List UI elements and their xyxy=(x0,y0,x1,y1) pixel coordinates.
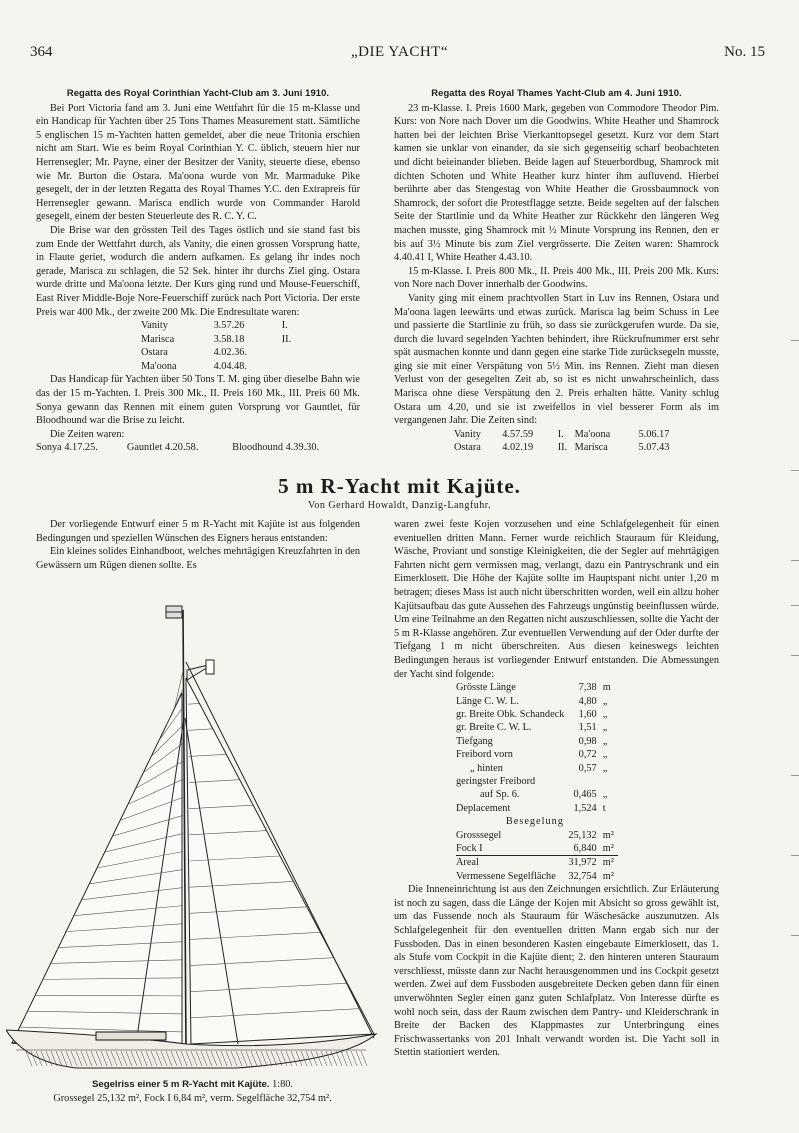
page-number: 364 xyxy=(30,44,53,60)
scan-mark xyxy=(791,605,799,606)
times-intro: Die Zeiten waren: xyxy=(50,428,125,440)
total-row: Vermessene Segelfläche 32,754 m² xyxy=(456,870,614,882)
dimension-row: Freibord vorn 0,72 „ xyxy=(456,749,608,761)
sail-heading: Besegelung xyxy=(505,816,564,828)
dimension-row: Tiefgang 0,98 „ xyxy=(456,735,608,747)
left-report-paragraph: Das Handicap für Yachten über 50 Tons T. M. ging über dieselbe Bahn wie das der 15 m-Yachten. I. Preis 300 Mk., II. Preis 160 Mk., III. Preis 60 Mk. Sonya gewann das Rennen mit einem guten Vorsprung vor Gauntlet, für Bloodhound war die Brise zu leicht. xyxy=(36,374,360,427)
page-header xyxy=(30,44,769,66)
article-title: 5 m R-Yacht mit Kajüte. xyxy=(278,474,521,498)
left-report-title: Regatta des Royal Corinthian Yacht-Club am 3. Juni 1910. xyxy=(66,87,330,98)
figure-caption xyxy=(0,1078,385,1106)
scan-mark xyxy=(791,560,799,561)
caption-title: Segelriss einer 5 m R-Yacht mit Kajüte. xyxy=(91,1079,270,1090)
left-regatta-report xyxy=(36,86,360,455)
article-paragraph: Ein kleines solides Einhandboot, welches mehrtägigen Kreuzfahrten in den Gewässern um Rügen dienen sollte. Es xyxy=(36,546,360,571)
dimension-row: gr. Breite C. W. L. 1,51 „ xyxy=(456,722,608,734)
article-paragraph: Die Inneneinrichtung ist aus den Zeichnungen ersichtlich. Zur Erläuterung ist noch zu sagen, dass die Länge der Kojen mit Absicht so gross gewählt ist, um das Fussende noch als Stauraum für Wäschesäcke auszunutzen. Als Schlafgelegenheit für den eventuellen dritten Mann ergab sich nur der Fussboden. Das in einen besonderen Kasten eingebaute Eimerklosett, das 1. als Stufe vom Cockpit in die Kajüte dient; 2. den hinteren unteren Stauraum verschliesst, müsste dann zur Nacht herausgenommen und ins Cockpit gesetzt werden. Zwei auf dem Fussboden ausgebreitete Decken geben dann für einen unverwöhnten Segler einen ganz guten Schlafplatz. Von Interesse dürfte es wohl noch sein, dass der Raum zwischen dem Pantry- und Kleiderschrank in Breite der Backen des Klappmastes zur Unterbringung eines Frischwassertanks von 201 Inhalt verwandt worden ist. Die Yacht soll in Stettin stationiert werden. xyxy=(394,884,719,1059)
results-row: Ma'oona 4.04.48. xyxy=(141,360,248,372)
right-times-table xyxy=(454,428,694,455)
scan-mark xyxy=(791,655,799,656)
scan-mark xyxy=(791,855,799,856)
right-regatta-report xyxy=(394,86,719,455)
caption-scale: 1:80. xyxy=(272,1079,294,1090)
dimension-row: auf Sp. 6. 0,465 „ xyxy=(480,789,608,801)
article-paragraph: Der vorliegende Entwurf einer 5 m R-Yacht mit Kajüte ist aus folgenden Bedingungen und speziellen Wünschen des Eigners heraus entstanden: xyxy=(36,519,360,544)
article-right-column xyxy=(394,518,719,1060)
sail-row: Grosssegel 25,132 m² xyxy=(456,829,614,841)
issue-number: No. 15 xyxy=(724,44,765,60)
results-row: Vanity 3.57.26 I. xyxy=(141,320,288,332)
handicap-times xyxy=(36,441,360,455)
results-row: Ostara 4.02.36. xyxy=(141,347,248,359)
times-row: Sonya 4.17.25. Gauntlet 4.20.58. Bloodhound 4.39.30. xyxy=(36,442,320,454)
dimensions-table xyxy=(456,681,618,883)
scan-mark xyxy=(791,935,799,936)
results-row: Marisca 3.58.18 II. xyxy=(141,333,292,345)
dimension-row: Deplacement 1,524 t xyxy=(456,802,606,814)
dimension-row: Länge C. W. L. 4,80 „ xyxy=(456,695,608,707)
article-intro xyxy=(36,518,360,572)
right-report-title: Regatta des Royal Thames Yacht-Club am 4. Juni 1910. xyxy=(431,87,682,98)
results-table xyxy=(141,319,301,373)
right-report-paragraph: Vanity ging mit einem prachtvollen Start in Luv ins Rennen, Ostara und Ma'oona lagen leewärts und etwas zurück. Marisca lag beim Schuss in Lee und passierte die Startlinie zu früh, so dass sie zurückgerufen wurde. Da sie, durch die luvard segelnden Yachten behindert, ihre Rückrufnummer erst sehr spät ausmachen konnte und dann gegen eine starke Tide zurücksegeln musste, ging sie mit einer Verspätung von 5½ Min. ins Rennen. Zieht man diesen Verlust von der gesegelten Zeit ab, so ist es nicht unwahrscheinlich, dass Marisca ohne diese Verspätung den 2. Preis erhalten hätte. Vanity schlug Ostara um 4.20, und sie ist zweifellos in viel besserer Form als im vergangenen Jahr. Die Zeiten sind: xyxy=(394,292,719,427)
scan-mark xyxy=(791,340,799,341)
dimension-row: „ hinten 0,57 „ xyxy=(470,762,608,774)
dimension-row: gr. Breite Obk. Schandeck 1,60 „ xyxy=(456,708,608,720)
times-row: Vanity 4.57.59 I. Ma'oona 5.06.17 xyxy=(454,428,670,440)
right-report-paragraph: 23 m-Klasse. I. Preis 1600 Mark, gegeben von Commodore Theodor Pim. Kurs: von Nore nach Dover um die Goodwins. White Heather und Shamrock hatten bei der leichten Brise Vierkanttopsegel gesetzt. Kurz vor dem Start kamen sie unklar von einander, da sie sich gegenseitig scharf beobachteten und dicht beieinander blieben. Beide lagen auf Steuerbordbug, Shamrock mit dichten Schoten und White Heather kurz hinter ihm aufluvend. Hierbei berührte aber das Stengestag von White Heather die Grossbaumnock von Shamrock, der sofort die Protestflagge setzte. Beide segelten auf der falschen Seite der Startlinie und da White Heather zur Rückkehr den längeren Weg machen musste, ging Shamrock mit ½ Minute Vorsprung ins Rennen, den er bis auf 3½ Minute bis zum Ziel vergrösserte. Die Zeiten waren: Shamrock 4.40.41 I, White Heather 4.43.10. xyxy=(394,102,719,264)
total-row: Areal 31,972 m² xyxy=(456,856,618,870)
sail-heading-row xyxy=(456,815,618,828)
sail-row: Fock I 6,840 m² xyxy=(456,843,614,854)
journal-title: „DIE YACHT“ xyxy=(350,44,448,60)
left-report-paragraph: Die Brise war den grössten Teil des Tages östlich und sie stand fast bis zum Ende der Wettfahrt durch, als Vanity, die einen grossen Vorsprung hatte, in Flaute geriet, wodurch die andern aufkamen. Es gelang ihr indes noch gerade, Marisca zu schlagen, die 52 Sek. hinter ihr durchs Ziel ging. Ostara wurde dritte und Ma'oona letzte. Der Kurs ging rund und Mouse-Feuerschiff, East River Middle-Boje Nore-Feuerschiff zurück nach Port Victoria. Der erste Preis war 400 Mk., der zweite 200 Mk. Die Endresultate waren: xyxy=(36,224,360,318)
scan-mark xyxy=(791,775,799,776)
left-report-paragraph: Bei Port Victoria fand am 3. Juni eine Wettfahrt für die 15 m-Klasse und ein Handicap für Yachten über 25 Tons Thames Measurement statt. Sämtliche 5 englischen 15 m-Yachten hatten gemeldet, aber die neue Tritonia erschien nicht am Start. Wie es beim Royal Corinthian Y. C. üblich, steuern hier nur Herrensegler; Mr. Payne, einer der Besitzer der Vanity, steuerte diese, ebenso wie Mr. Burton die Ostara. Ma'oona wurde von Mr. Marmaduke Pike gesegelt, der in der letzten Regatta des Royal Thames Y.C. den Extrapreis für Herrensegler gewann. Marisca endlich wurde von Commander Harold gesegelt, einem der besten Steuerleute des R. C. Y. C. xyxy=(36,102,360,223)
dimension-row: geringster Freibord xyxy=(456,775,536,787)
dimension-row: Grösste Länge 7,38 m xyxy=(456,682,611,694)
article-byline: Von Gerhard Howaldt, Danzig-Langfuhr. xyxy=(308,500,491,511)
sail-plan-drawing xyxy=(6,598,378,1074)
times-row: Ostara 4.02.19 II. Marisca 5.07.43 xyxy=(454,442,670,454)
scan-mark xyxy=(791,470,799,471)
caption-sail-areas: Grossegel 25,132 m², Fock I 6,84 m², verm. Segelfläche 32,754 m². xyxy=(53,1093,332,1104)
right-report-paragraph: 15 m-Klasse. I. Preis 800 Mk., II. Preis 400 Mk., III. Preis 200 Mk. Kurs: von Nore nach Dover innerhalb der Goodwins. xyxy=(394,265,719,291)
article-paragraph: waren zwei feste Kojen vorzusehen und eine Schlafgelegenheit für einen eventuellen dritten Mann. Ferner wurde reichlich Stauraum für Kleidung, Wäsche, Proviant und sonstige Kleinigkeiten, die der Segler auf mehrtägigen Fahrten nicht gern vermissen mag, verlangt, dazu ein Pantryschrank und ein Eimerklosett. Die Höhe der Kajüte sollte im Hauptspant nicht unter 1,20 m betragen; dieses Mass ist auch nicht überschritten worden, weil ein allzu hoher Kajütsaufbau das gute Aussehen des Fahrzeugs ungünstig beeinflussen würde. Um eine Teilnahme an den Regatten nicht auszuschliessen, sollte die Yacht der 5 m R-Klasse angehören. Zur eventuellen Verwendung auf der Oder durfte der Tiefgang 1 m nicht überschreiten. Aus diesen keineswegs leichten Bedingungen heraus ist vorliegender Entwurf entstanden. Die Abmessungen der Yacht sind folgende: xyxy=(394,519,719,680)
